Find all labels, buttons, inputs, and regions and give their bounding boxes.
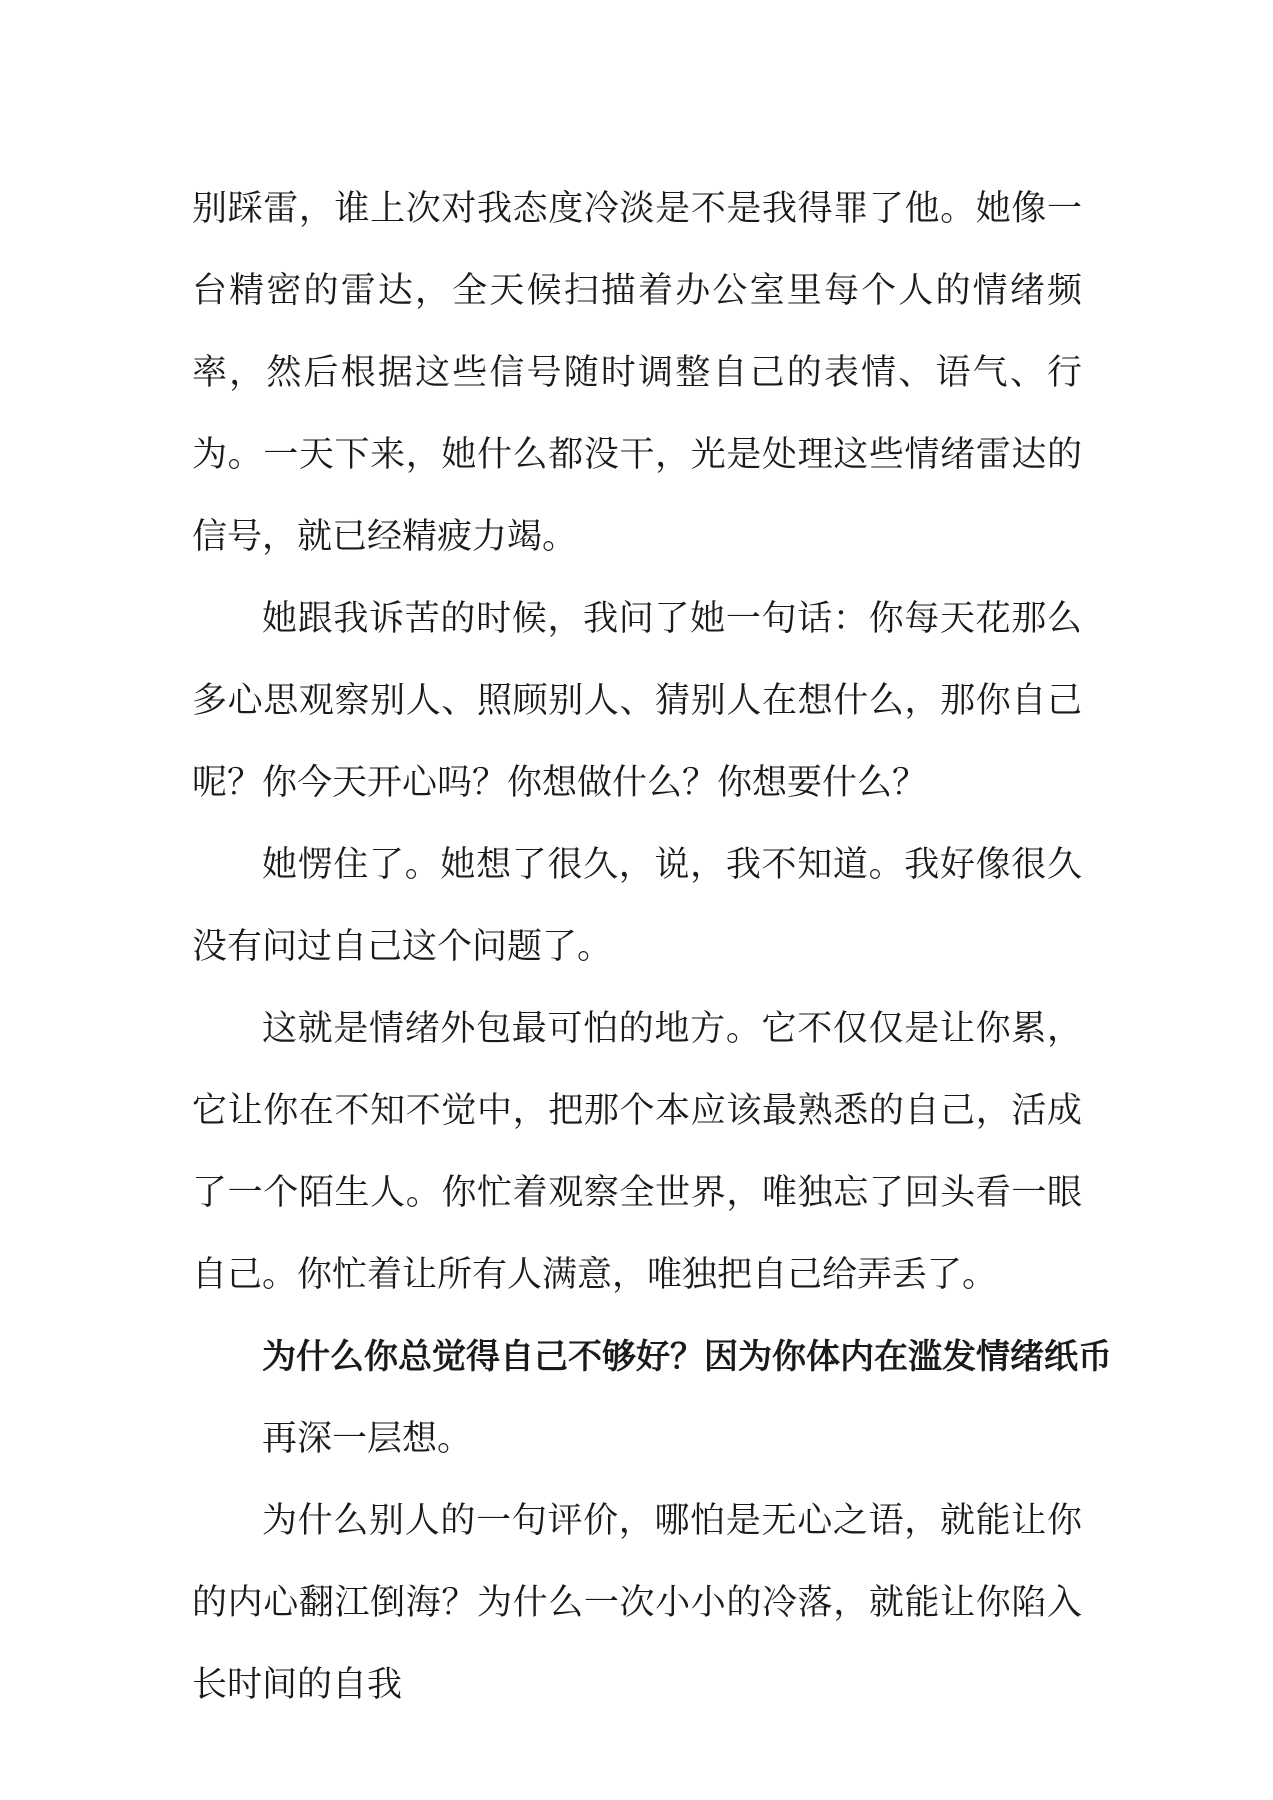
paragraph: 她愣住了。她想了很久，说，我不知道。我好像很久没有问过自己这个问题了。 xyxy=(192,845,1082,967)
paragraph: 这就是情绪外包最可怕的地方。它不仅仅是让你累，它让你在不知不觉中，把那个本应该最熟悉的自己，活成了一个陌生人。你忙着观察全世界，唯独忘了回头看一眼自己。你忙着让所有人满意，唯独把自己给弄丢了。 xyxy=(192,1009,1082,1295)
paragraph-continuation: 别踩雷，谁上次对我态度冷淡是不是我得罪了他。她像一台精密的雷达，全天候扫描着办公室里每个人的情绪频率，然后根据这些信号随时调整自己的表情、语气、行为。一天下来，她什么都没干，光是处理这些情绪雷达的信号，就已经精疲力竭。 xyxy=(192,189,1082,557)
paragraph: 她跟我诉苦的时候，我问了她一句话：你每天花那么多心思观察别人、照顾别人、猜别人在想什么，那你自己呢？你今天开心吗？你想做什么？你想要什么？ xyxy=(192,599,1082,803)
document-body xyxy=(192,168,1112,1726)
paragraph: 再深一层想。 xyxy=(262,1419,473,1459)
section-heading: 为什么你总觉得自己不够好？因为你体内在滥发情绪纸币 xyxy=(262,1337,1112,1377)
paragraph: 为什么别人的一句评价，哪怕是无心之语，就能让你的内心翻江倒海？为什么一次小小的冷落，就能让你陷入长时间的自我 xyxy=(192,1501,1082,1705)
